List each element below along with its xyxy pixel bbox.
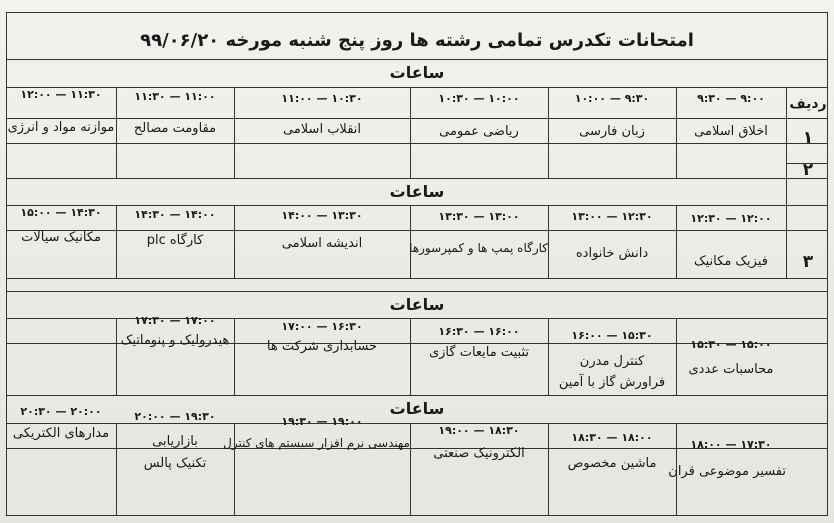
divider bbox=[548, 143, 549, 178]
time-slot: ۱۸:۳۰ — ۱۹:۰۰ bbox=[438, 424, 520, 437]
section-label-hours: ساعات bbox=[389, 63, 445, 82]
time-slot: ۱۵:۳۰ — ۱۶:۰۰ bbox=[571, 329, 653, 342]
row-number: ۲ bbox=[802, 160, 814, 180]
section-label-hours: ساعات bbox=[389, 182, 445, 201]
divider bbox=[6, 205, 828, 206]
time-slot: ۱۶:۰۰ — ۱۶:۳۰ bbox=[438, 325, 520, 338]
divider bbox=[234, 143, 235, 178]
divider bbox=[6, 59, 828, 60]
time-slot: ۱۹:۰۰ — ۱۹:۳۰ bbox=[281, 415, 363, 428]
time-slot: ۱۴:۳۰ — ۱۵:۰۰ bbox=[20, 206, 102, 219]
divider bbox=[6, 395, 828, 396]
subject-cell: ریاضی عمومی bbox=[439, 124, 519, 139]
section-label-hours: ساعات bbox=[389, 295, 445, 314]
time-slot: ۱۷:۰۰ — ۱۷:۳۰ bbox=[134, 314, 216, 327]
subject-cell: کنترل مدرن bbox=[579, 354, 645, 369]
time-slot: ۹:۳۰ — ۱۰:۰۰ bbox=[574, 92, 650, 105]
subject-cell: دانش خانواده bbox=[575, 246, 649, 261]
subject-cell: هیدرولیک و پنوماتیک bbox=[120, 333, 230, 348]
time-slot: ۱۱:۰۰ — ۱۱:۳۰ bbox=[134, 90, 216, 103]
time-slot: ۱۰:۳۰ — ۱۱:۰۰ bbox=[281, 92, 363, 105]
subject-cell: فیزیک مکانیک bbox=[694, 254, 768, 269]
time-slot: ۱۰:۰۰ — ۱۰:۳۰ bbox=[438, 92, 520, 105]
time-slot: ۱۴:۰۰ — ۱۴:۳۰ bbox=[134, 208, 216, 221]
divider bbox=[676, 143, 677, 178]
divider bbox=[676, 318, 677, 395]
subject-cell: انقلاب اسلامی bbox=[283, 122, 361, 137]
time-slot: ۱۲:۰۰ — ۱۲:۳۰ bbox=[690, 212, 772, 225]
subject-cell: مکانیک سیالات bbox=[21, 230, 101, 245]
divider bbox=[116, 143, 117, 178]
subject-cell: الکترونیک صنعتی bbox=[433, 446, 525, 461]
divider bbox=[6, 291, 828, 292]
subject-cell: اندیشه اسلامی bbox=[281, 236, 363, 251]
subject-cell-secondary: تکنیک پالس bbox=[143, 456, 207, 471]
divider bbox=[6, 178, 828, 179]
subject-cell: بازاریابی bbox=[152, 434, 198, 449]
time-slot: ۱۵:۰۰ — ۱۵:۳۰ bbox=[690, 338, 772, 351]
time-slot: ۲۰:۰۰ — ۲۰:۳۰ bbox=[20, 405, 102, 418]
subject-cell-secondary: فراورش گاز با آمین bbox=[558, 375, 666, 390]
subject-cell: تفسیر موضوعی قران bbox=[668, 464, 786, 479]
row-number: ۳ bbox=[802, 252, 814, 272]
subject-cell: محاسبات عددی bbox=[688, 362, 774, 377]
divider bbox=[410, 143, 411, 178]
subject-cell: حسابداری شرکت ها bbox=[266, 339, 378, 354]
time-slot: ۱۸:۰۰ — ۱۸:۳۰ bbox=[571, 431, 653, 444]
subject-cell: زبان فارسی bbox=[579, 124, 645, 139]
time-slot: ۱۶:۳۰ — ۱۷:۰۰ bbox=[281, 320, 363, 333]
section-label-hours: ساعات bbox=[389, 399, 445, 418]
subject-cell: اخلاق اسلامی bbox=[694, 124, 768, 139]
subject-cell: مهندسی نرم افزار سیستم های کنترل bbox=[223, 436, 410, 450]
subject-cell: مقاومت مصالح bbox=[133, 121, 217, 136]
time-slot: ۱۳:۰۰ — ۱۳:۳۰ bbox=[438, 210, 520, 223]
row-number: ۱ bbox=[802, 128, 814, 148]
radif-header: ردیف bbox=[789, 96, 827, 112]
subject-cell: کارگاه plc bbox=[146, 233, 204, 248]
time-slot: ۱۱:۳۰ — ۱۲:۰۰ bbox=[20, 88, 102, 101]
divider bbox=[6, 118, 828, 119]
time-slot: ۱۹:۳۰ — ۲۰:۰۰ bbox=[134, 410, 216, 423]
subject-cell: ماشین مخصوص bbox=[567, 456, 657, 471]
divider bbox=[6, 230, 828, 231]
divider bbox=[6, 278, 828, 279]
time-slot: ۹:۰۰ — ۹:۳۰ bbox=[697, 92, 765, 105]
time-slot: ۱۲:۳۰ — ۱۳:۰۰ bbox=[571, 210, 653, 223]
subject-cell: مدارهای الکتریکی bbox=[12, 426, 110, 441]
divider bbox=[116, 318, 117, 395]
subject-cell: کارگاه پمپ ها و کمپرسورها bbox=[409, 241, 548, 255]
subject-cell: تثبیت مایعات گازی bbox=[428, 345, 530, 360]
time-slot: ۱۳:۳۰ — ۱۴:۰۰ bbox=[281, 209, 363, 222]
divider bbox=[6, 87, 828, 88]
document-title: امتحانات تکدرس تمامی رشته ها روز پنج شنبه مورخه ۹۹/۰۶/۲۰ bbox=[140, 30, 694, 51]
subject-cell: موازنه مواد و انرژی bbox=[7, 120, 115, 135]
time-slot: ۱۷:۳۰ — ۱۸:۰۰ bbox=[690, 438, 772, 451]
divider bbox=[6, 143, 828, 144]
